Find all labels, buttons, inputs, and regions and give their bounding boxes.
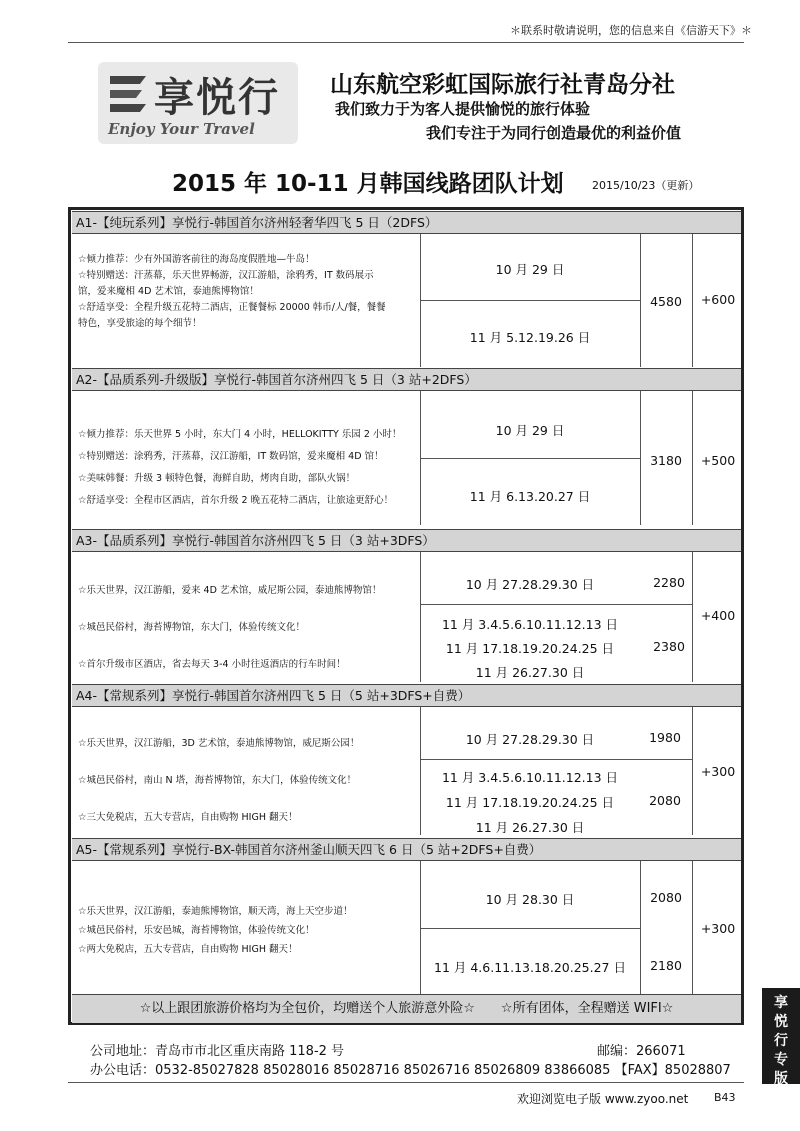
logo-text: 享悦行 [154, 75, 280, 121]
route-desc: ☆乐天世界，汉江游船，泰迪熊博物馆，顺天湾，海上天空步道！ ☆城邑民俗村，乐安邑城，海苔博物馆，体验传统文化！ ☆两大免税店，五大专营店，自由购物 HIGH 翻天！ [78, 906, 353, 955]
top-divider [68, 42, 744, 43]
route-desc: ☆倾力推荐：少有外国游客前往的海岛度假胜地—牛岛！ ☆特别赠送：汗蒸幕，乐天世界畅游，汉江游船，涂鸦秀，IT 数码展示 馆，爱来魔相 4D 艺术馆，泰迪熊博物馆！ ☆舒适享受：全程升级五花特二酒店，正餐餐标 20000 韩币/人/餐，餐餐 特色，享受旅途的每个细节！ [78, 254, 386, 329]
price: 4580 [650, 294, 682, 309]
route-title: A2-【品质系列-升级版】享悦行-韩国首尔济州四飞 5 日（3 站+2DFS） [72, 368, 741, 391]
single-supplement: +600 [700, 292, 736, 307]
route-desc: ☆倾力推荐：乐天世界 5 小时，东大门 4 小时，HELLOKITTY 乐园 2 小时！ ☆特别赠送：涂鸦秀，汗蒸幕，汉江游船，IT 数码馆，爱来魔相 4D 馆！ ☆美味韩餐：升级 3 顿特色餐，海鲜自助，烤肉自助，部队火锅！ ☆舒适享受：全程市区酒店，首尔升级 2 晚五花特二酒店，让旅途更舒心！ [78, 429, 402, 506]
route-title: A5-【常规系列】享悦行-BX-韩国首尔济州釜山顺天四飞 6 日（5 站+2DFS+自费） [72, 838, 741, 861]
departure-date: 10 月 27.28.29.30 日 [465, 577, 595, 592]
departure-date: 11 月 17.18.19.20.24.25 日 [445, 641, 615, 656]
update-date: 2015/10/23（更新） [592, 179, 700, 192]
price: 3180 [650, 453, 682, 468]
side-tab: 享 悦 行 专 版 [762, 988, 800, 1084]
office-phone: 办公电话：0532-85027828 85028016 85028716 85026716 85026809 83866085 【FAX】85028807 [90, 1063, 731, 1078]
single-supplement: +400 [700, 608, 736, 623]
website-link[interactable]: 欢迎浏览电子版 www.zyoo.net [517, 1092, 689, 1106]
table-footer-note: ☆以上跟团旅游价格均为全包价，均赠送个人旅游意外险☆ ☆所有团体，全程赠送 WIFI☆ [72, 994, 741, 1023]
logo-tagline: Enjoy Your Travel [108, 120, 255, 138]
slogan-1: 我们致力于为客人提供愉悦的旅行体验 [335, 100, 591, 118]
departure-date: 11 月 4.6.11.13.18.20.25.27 日 [434, 960, 626, 975]
price: 1980 [649, 730, 681, 745]
route-title: A3-【品质系列】享悦行-韩国首尔济州四飞 5 日（3 站+3DFS） [72, 529, 741, 552]
departure-date: 10 月 28.30 日 [485, 892, 575, 907]
departure-date: 11 月 3.4.5.6.10.11.12.13 日 [441, 617, 619, 632]
single-supplement: +300 [700, 764, 736, 779]
route-title: A4-【常规系列】享悦行-韩国首尔济州四飞 5 日（5 站+3DFS+自费） [72, 684, 741, 707]
price: 2080 [650, 890, 682, 905]
route-desc: ☆乐天世界，汉江游船，爱来 4D 艺术馆，威尼斯公园，泰迪熊博物馆！ ☆城邑民俗村，海苔博物馆，东大门，体验传统文化！ ☆首尔升级市区酒店，省去每天 3-4 小时往返酒店的行车时间！ [78, 585, 382, 670]
slogan-2: 我们专注于为同行创造最优的利益价值 [426, 124, 682, 142]
departure-date: 11 月 6.13.20.27 日 [469, 489, 591, 504]
price: 2280 [653, 575, 685, 590]
departure-date: 11 月 26.27.30 日 [475, 665, 585, 680]
departure-date: 11 月 17.18.19.20.24.25 日 [445, 795, 615, 810]
company-name: 山东航空彩虹国际旅行社青岛分社 [330, 72, 675, 98]
price: 2380 [653, 639, 685, 654]
price: 2180 [650, 958, 682, 973]
departure-date: 10 月 27.28.29.30 日 [465, 732, 595, 747]
logo [98, 62, 298, 144]
departure-date: 10 月 29 日 [495, 262, 565, 277]
departure-date: 11 月 5.12.19.26 日 [469, 330, 591, 345]
logo-mark-icon [106, 70, 150, 122]
departure-date: 10 月 29 日 [495, 423, 565, 438]
bottom-divider [68, 1082, 744, 1083]
price: 2080 [649, 793, 681, 808]
route-title: A1-【纯玩系列】享悦行-韩国首尔济州轻奢华四飞 5 日（2DFS） [72, 211, 741, 234]
departure-date: 11 月 26.27.30 日 [475, 820, 585, 835]
page-title: 2015 年 10-11 月韩国线路团队计划 [172, 171, 564, 197]
source-note: ＊联系时敬请说明，您的信息来自《信游天下》＊ [510, 24, 752, 37]
single-supplement: +300 [700, 921, 736, 936]
company-address: 公司地址：青岛市市北区重庆南路 118-2 号 [90, 1044, 345, 1059]
departure-date: 11 月 3.4.5.6.10.11.12.13 日 [441, 770, 619, 785]
single-supplement: +500 [700, 453, 736, 468]
page-number: B43 [714, 1091, 736, 1104]
postal-code: 邮编：266071 [597, 1044, 686, 1059]
route-desc: ☆乐天世界，汉江游船，3D 艺术馆，泰迪熊博物馆，威尼斯公园！ ☆城邑民俗村，南山 N 塔，海苔博物馆，东大门，体验传统文化！ ☆三大免税店，五大专营店，自由购物 HIGH 翻天！ [78, 738, 360, 823]
